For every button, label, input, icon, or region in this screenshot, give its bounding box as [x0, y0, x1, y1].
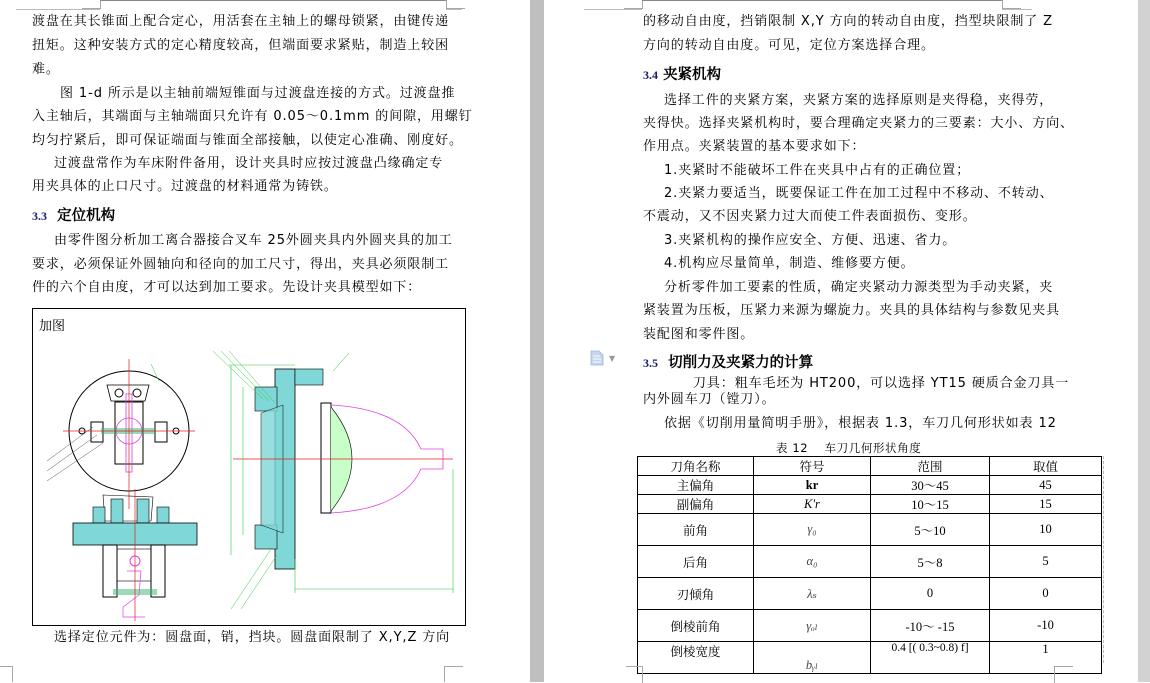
margin-guide — [584, 9, 642, 10]
table-cell: 倒棱宽度 — [638, 642, 754, 674]
section-number: 3.4 — [643, 68, 658, 82]
table-cell: 5～8 — [871, 546, 990, 578]
table-cell: -10～ -15 — [871, 610, 990, 642]
paragraph-line: 用夹具体的止口尺寸。过渡盘的材料通常为铸铁。 — [32, 179, 338, 194]
paragraph-line: 装配图和零件图。 — [643, 327, 755, 342]
page-gap — [530, 0, 544, 682]
table-cell: -10 — [990, 610, 1102, 642]
paragraph-line: 入主轴后，其端面与主轴端面只允许有 0.05～0.1mm 的间隙，用螺钉 — [32, 109, 473, 124]
margin-corner-bottom-right — [1054, 666, 1073, 683]
table-cell: K'r — [754, 495, 871, 514]
table-cell: γ₀ — [754, 514, 871, 546]
table-cell: 15 — [990, 495, 1102, 514]
list-item: 3.夹紧机构的操作应安全、方便、迅速、省力。 — [664, 233, 957, 248]
paragraph-line: 扭矩。这种安装方式的定心精度较高，但端面要求紧贴，制造上较困 — [32, 38, 450, 53]
document-page-left — [0, 0, 530, 682]
table-cell: γₒₗ — [754, 610, 871, 642]
table-header: 刀角名称 — [638, 457, 754, 476]
window-right-edge — [1138, 0, 1150, 682]
table-cell: 10 — [990, 514, 1102, 546]
margin-corner-bottom-left — [0, 666, 13, 682]
table-cell: 0 — [990, 578, 1102, 610]
table-cell: 刃倾角 — [638, 578, 754, 610]
paragraph-line: 难。 — [32, 62, 60, 77]
paragraph-line: 由零件图分析加工离合器接合叉车 25外圆夹具内外圆夹具的加工 — [54, 233, 453, 248]
section-number: 3.3 — [32, 209, 47, 223]
table-row — [638, 514, 1102, 546]
margin-corner-bottom-left — [626, 666, 643, 683]
margin-corner-top-right — [446, 0, 465, 9]
table-cell: 倒棱前角 — [638, 610, 754, 642]
paragraph-line: 作用点。夹紧装置的基本要求如下： — [643, 139, 866, 154]
figure-label: 加图 — [39, 319, 66, 334]
paste-options-icon[interactable] — [590, 350, 604, 366]
table-cell: 1 — [990, 642, 1102, 674]
paragraph-line: 依据《切削用量简明手册》，根据表 1.3，车刀几何形状如表 12 — [664, 416, 1057, 431]
table-cell: 前角 — [638, 514, 754, 546]
table-cell: bᵧₗ — [754, 642, 871, 674]
table-border-guide — [1103, 456, 1104, 663]
paragraph-line: 均匀拧紧后，即可保证端面与锥面全部接触，以使定心准确、刚度好。 — [32, 133, 463, 148]
paragraph-line: 紧装置为压板，压紧力来源为螺旋力。夹具的具体结构与参数见夹具 — [643, 303, 1061, 318]
table-row — [638, 476, 1102, 495]
table-cell: 10～15 — [871, 495, 990, 514]
page-top-line — [642, 0, 1002, 3]
table-header: 范围 — [871, 457, 990, 476]
table-row — [638, 610, 1102, 642]
section-heading-3-5 — [643, 351, 813, 372]
section-title: 定位机构 — [57, 207, 116, 224]
table-cell: 后角 — [638, 546, 754, 578]
table-row — [638, 495, 1102, 514]
table-header: 取值 — [990, 457, 1102, 476]
table-cell: 5～10 — [871, 514, 990, 546]
paragraph-line: 渡盘在其长锥面上配合定心，用活套在主轴上的螺母锁紧，由键传递 — [32, 14, 450, 29]
chevron-down-icon[interactable]: ▼ — [609, 354, 616, 363]
paragraph-line: 分析零件加工要素的性质，确定夹紧动力源类型为手动夹紧，夹 — [664, 280, 1054, 295]
paragraph-line: 选择定位元件为：圆盘面，销，挡块。圆盘面限制了 X,Y,Z 方向 — [54, 630, 451, 645]
paragraph-line: 刀具：粗车毛坯为 HT200，可以选择 YT15 硬质合金刀具一 — [693, 376, 1070, 391]
section-number: 3.5 — [643, 356, 658, 370]
paragraph-line: 方向的转动自由度。可见，定位方案选择合理。 — [643, 38, 935, 53]
table-cell: 5 — [990, 546, 1102, 578]
paragraph-line: 过渡盘常作为车床附件备用，设计夹具时应按过渡盘凸缘确定专 — [54, 156, 444, 171]
table-cell: 45 — [990, 476, 1102, 495]
margin-corner-top-right — [1002, 0, 1021, 9]
list-item: 4.机构应尽量简单，制造、维修要方便。 — [664, 256, 915, 271]
section-heading-3-3 — [32, 204, 115, 225]
table-cell: 0 — [871, 578, 990, 610]
paragraph-line: 不震动，又不因夹紧力过大而使工件表面损伤、变形。 — [643, 209, 977, 224]
paragraph-line: 件的六个自由度，才可以达到加工要求。先设计夹具模型如下： — [32, 280, 422, 295]
table-cell: 30～45 — [871, 476, 990, 495]
table-header-row — [638, 457, 1102, 476]
section-heading-3-4 — [643, 63, 721, 84]
section-title: 夹紧机构 — [663, 66, 722, 83]
table-header: 符号 — [754, 457, 871, 476]
margin-guide — [16, 9, 100, 10]
paragraph-line: 图 1-d 所示是以主轴前端短锥面与过渡盘连接的方式。过渡盘推 — [60, 86, 456, 101]
list-item: 2.夹紧力要适当，既要保证工件在加工过程中不移动、不转动、 — [664, 186, 1054, 201]
margin-corner-top-left — [82, 0, 101, 9]
margin-corner-bottom-right — [444, 666, 463, 682]
margin-guide — [446, 9, 462, 10]
table-cell: α₀ — [754, 546, 871, 578]
margin-corner-top-left — [624, 0, 643, 9]
tool-angle-table — [637, 456, 1102, 674]
paragraph-line: 内外圆车刀（镗刀）。 — [643, 392, 776, 407]
section-title: 切削力及夹紧力的计算 — [668, 354, 814, 371]
table-row — [638, 642, 1102, 674]
fixture-drawing-image — [33, 309, 465, 625]
list-item: 1.夹紧时不能破坏工件在夹具中占有的正确位置； — [664, 163, 971, 178]
table-caption: 表 12 车刀几何形状角度 — [776, 441, 922, 455]
figure-box[interactable] — [32, 308, 466, 626]
page-top-line — [100, 0, 446, 3]
table-cell: 主偏角 — [638, 476, 754, 495]
paragraph-line: 要求，必须保证外圆轴向和径向的加工尺寸，得出，夹具必须限制工 — [32, 257, 450, 272]
table-cell: 0.4 [( 0.3~0.8) f] — [871, 642, 990, 674]
table-cell: 副偏角 — [638, 495, 754, 514]
table-cell: kr — [754, 476, 871, 495]
table-cell: λₛ — [754, 578, 871, 610]
paragraph-line: 夹得快。选择夹紧机构时，要合理确定夹紧力的三要素：大小、方向、 — [643, 116, 1074, 131]
paragraph-line: 的移动自由度，挡销限制 X,Y 方向的转动自由度，挡型块限制了 Z — [643, 14, 1053, 29]
margin-guide — [1002, 9, 1032, 10]
paragraph-line: 选择工件的夹紧方案，夹紧方案的选择原则是夹得稳，夹得劳， — [664, 93, 1054, 108]
table-row — [638, 578, 1102, 610]
table-row — [638, 546, 1102, 578]
